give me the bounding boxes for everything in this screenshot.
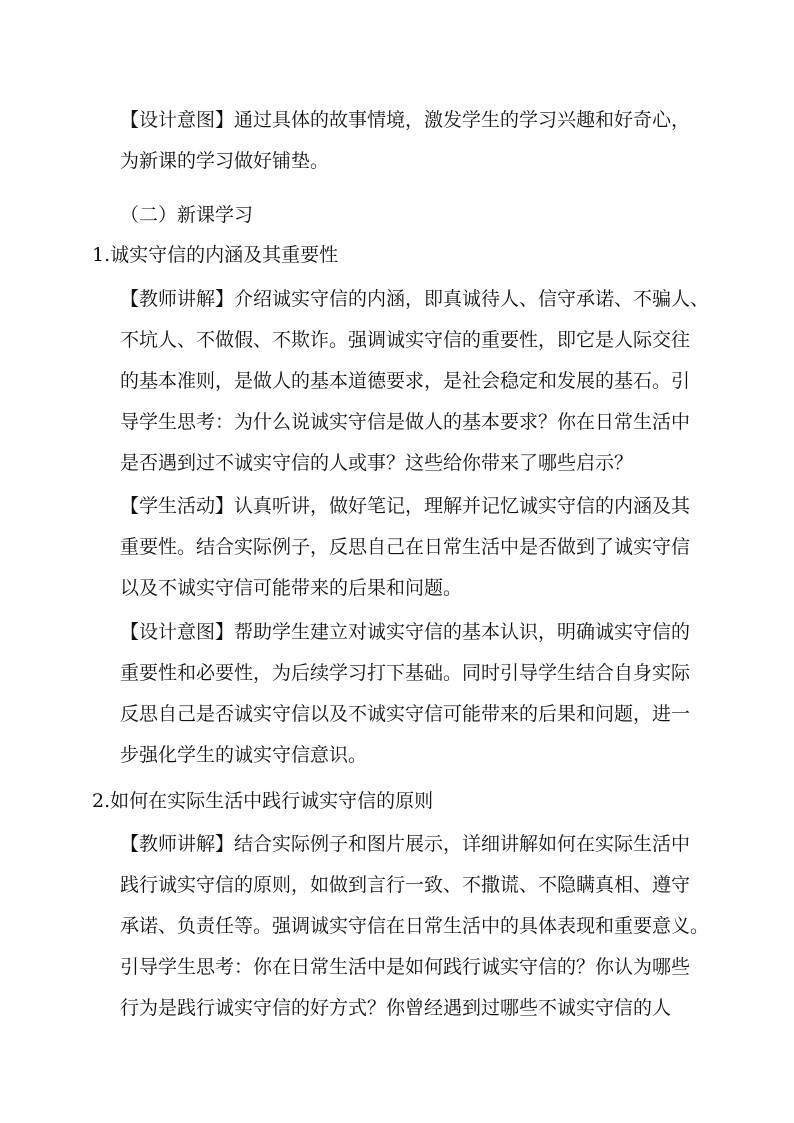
- text-line: 【设计意图】通过具体的故事情境，激发学生的学习兴趣和好奇心，: [120, 109, 691, 131]
- text-line: 是否遇到过不诚实守信的人或事？这些给你带来了哪些启示？: [120, 452, 634, 474]
- text-line: 以及不诚实守信可能带来的后果和问题。: [120, 577, 463, 599]
- text-line: 导学生思考：为什么说诚实守信是做人的基本要求？你在日常生活中: [120, 411, 691, 433]
- text-line: 的基本准则，是做人的基本道德要求，是社会稳定和发展的基石。引: [120, 370, 691, 392]
- text-line: 行为是践行诚实守信的好方式？你曾经遇到过哪些不诚实守信的人: [120, 997, 672, 1019]
- text-line: 【教师讲解】结合实际例子和图片展示，详细讲解如何在实际生活中: [120, 833, 691, 855]
- text-line: 【教师讲解】介绍诚实守信的内涵，即真诚待人、信守承诺、不骗人、: [120, 288, 710, 310]
- text-line: 重要性。结合实际例子，反思自己在日常生活中是否做到了诚实守信: [120, 536, 691, 558]
- topic-heading: 2.如何在实际生活中践行诚实守信的原则: [92, 790, 434, 812]
- topic-heading: 1.诚实守信的内涵及其重要性: [92, 244, 339, 266]
- text-line: 不坑人、不做假、不欺诈。强调诚实守信的重要性，即它是人际交往: [120, 329, 691, 351]
- text-line: 引导学生思考：你在日常生活中是如何践行诚实守信的？你认为哪些: [120, 956, 691, 978]
- section-heading: （二）新课学习: [120, 204, 254, 226]
- text-line: 反思自己是否诚实守信以及不诚实守信可能带来的后果和问题，进一: [120, 703, 691, 725]
- text-line: 承诺、负责任等。强调诚实守信在日常生活中的具体表现和重要意义。: [120, 915, 710, 937]
- text-line: 重要性和必要性，为后续学习打下基础。同时引导学生结合自身实际: [120, 662, 691, 684]
- text-line: 步强化学生的诚实守信意识。: [120, 744, 368, 766]
- text-line: 践行诚实守信的原则，如做到言行一致、不撒谎、不隐瞒真相、遵守: [120, 874, 691, 896]
- text-line: 为新课的学习做好铺垫。: [120, 150, 330, 172]
- text-line: 【设计意图】帮助学生建立对诚实守信的基本认识，明确诚实守信的: [120, 621, 691, 643]
- text-line: 【学生活动】认真听讲，做好笔记，理解并记忆诚实守信的内涵及其: [120, 495, 691, 517]
